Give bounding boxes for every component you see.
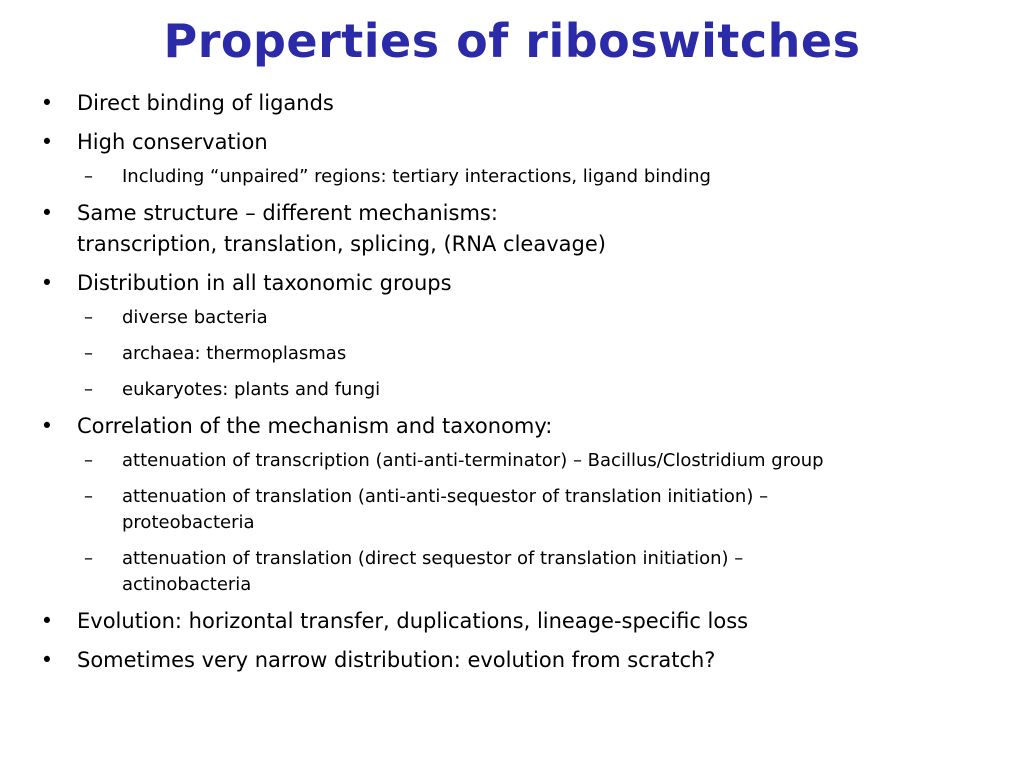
bullet-text: Distribution in all taxonomic groups	[77, 271, 452, 295]
sub-item	[77, 164, 1000, 190]
dash-icon: –	[84, 166, 93, 187]
bullet-text: Evolution: horizontal transfer, duplications, lineage-specific loss	[77, 609, 749, 633]
sub-item	[77, 484, 1000, 536]
bullet-item	[40, 198, 1000, 260]
sub-text: diverse bacteria	[122, 307, 268, 328]
sub-text: proteobacteria	[122, 512, 255, 533]
sub-list	[77, 448, 1000, 598]
dash-icon: –	[84, 307, 93, 328]
bullet-item	[40, 645, 1000, 676]
sub-text: actinobacteria	[122, 574, 252, 595]
bullet-item	[40, 127, 1000, 190]
bullet-item	[40, 411, 1000, 598]
dash-icon: –	[84, 379, 93, 400]
dash-icon: –	[84, 486, 93, 507]
bullet-text: transcription, translation, splicing, (RNA cleavage)	[77, 232, 606, 256]
bullet-text: High conservation	[77, 130, 268, 154]
bullet-icon: •	[40, 271, 54, 295]
slide-title: Properties of riboswitches	[163, 14, 861, 68]
sub-item	[77, 448, 1000, 474]
sub-list	[77, 305, 1000, 403]
sub-text: attenuation of translation (anti-anti-sequestor of translation initiation) –	[122, 486, 769, 507]
sub-item	[77, 377, 1000, 403]
sub-item	[77, 305, 1000, 331]
sub-text: attenuation of translation (direct sequestor of translation initiation) –	[122, 548, 744, 569]
sub-list	[77, 164, 1000, 190]
bullet-icon: •	[40, 609, 54, 633]
bullet-text: Correlation of the mechanism and taxonomy:	[77, 414, 553, 438]
sub-text: Including “unpaired” regions: tertiary interactions, ligand binding	[122, 166, 711, 187]
dash-icon: –	[84, 343, 93, 364]
bullet-icon: •	[40, 91, 54, 115]
bullet-text: Same structure – different mechanisms:	[77, 201, 498, 225]
bullet-icon: •	[40, 130, 54, 154]
bullet-text: Sometimes very narrow distribution: evolution from scratch?	[77, 648, 716, 672]
sub-text: attenuation of transcription (anti-anti-terminator) – Bacillus/Clostridium group	[122, 450, 824, 471]
sub-item	[77, 546, 1000, 598]
sub-item	[77, 341, 1000, 367]
bullet-item	[40, 88, 1000, 119]
sub-text: eukaryotes: plants and fungi	[122, 379, 381, 400]
dash-icon: –	[84, 450, 93, 471]
bullet-icon: •	[40, 201, 54, 225]
bullet-list	[40, 88, 1000, 676]
bullet-text: Direct binding of ligands	[77, 91, 334, 115]
slide-content	[40, 88, 1000, 676]
bullet-icon: •	[40, 648, 54, 672]
dash-icon: –	[84, 548, 93, 569]
bullet-item	[40, 268, 1000, 403]
bullet-icon: •	[40, 414, 54, 438]
bullet-item	[40, 606, 1000, 637]
sub-text: archaea: thermoplasmas	[122, 343, 347, 364]
